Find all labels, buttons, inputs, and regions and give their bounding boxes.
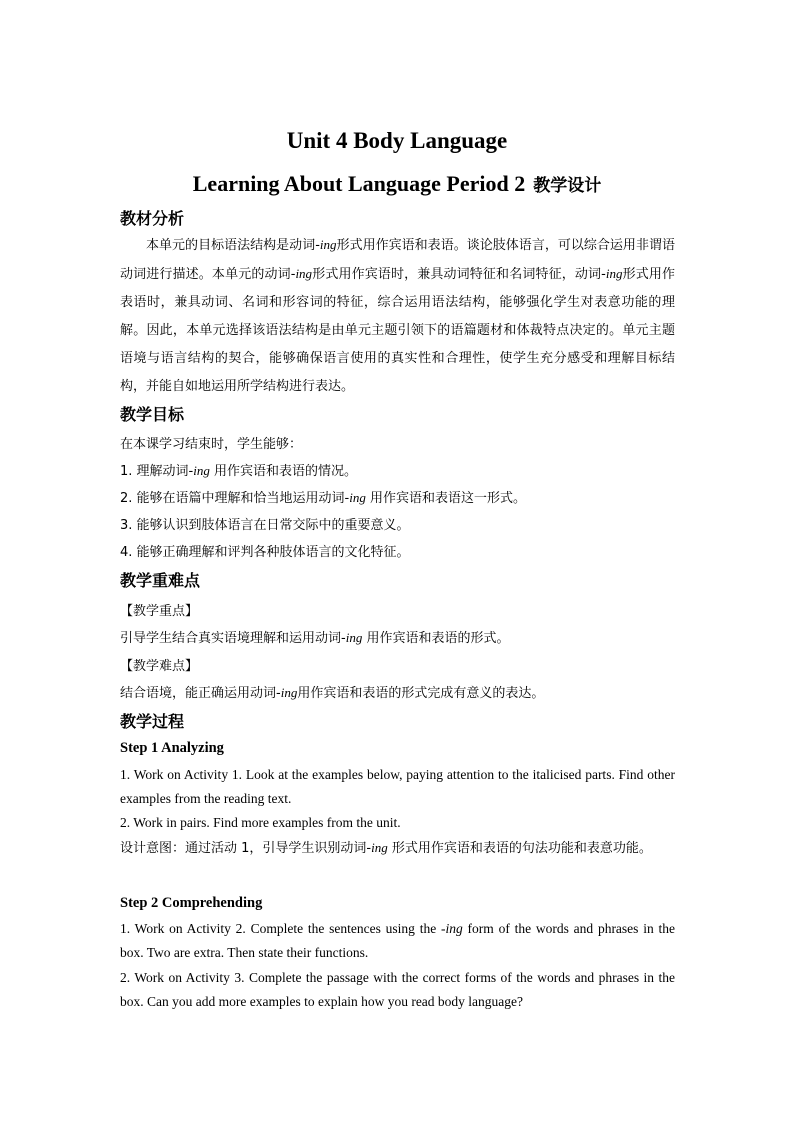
document-title: Unit 4 Body Language [286,128,508,153]
section-heading-process: 教学过程 [120,712,185,731]
italic-term: ing [445,921,463,936]
text-run: form of the words and phrases in the box. Two are extra. Then state their functions. [120,921,675,960]
step-1-heading: Step 1 Analyzing [120,740,224,756]
subtitle-english: Learning About Language Period 2 [192,171,526,196]
difficulty-label: 【教学难点】 [120,659,199,674]
text-run: 形式用作表语时，兼具动词、名词和形容词的特征，综合运用语法结构，能够强化学生对表意功能的理解。因此，本单元选择该语法结构是由单元主题引领下的语篇题材和体裁特点决定的。单元主题语境与语言结构的契合，能够确保语言使用的真实性和合理性，使学生充分感受和理解目标结构，并能自如地运用所学结构进行表达。 [120,267,675,394]
text-run: 用作宾语和表语的情况。 [209,464,357,479]
step-2-item-1 [120,917,675,965]
italic-term: ing [349,490,366,505]
objective-item-1 [120,460,357,479]
section-heading-objectives: 教学目标 [120,405,185,424]
italic-term: ing [280,685,298,700]
text-run: 用作宾语和表语的形式。 [362,631,510,646]
text-run: 形式用作宾语和表语的句法功能和表意功能。 [387,841,652,856]
objectives-intro: 在本课学习结束时，学生能够： [120,437,303,452]
objective-item-4: 4. 能够正确理解和评判各种肢体语言的文化特征。 [120,545,410,560]
text-run: 形式用作宾语和表语。谈论肢体语言，可以综合运用非谓语动词进行描述。本单元的动词- [120,238,675,282]
italic-term: ing [371,840,388,855]
objective-item-2 [120,487,526,506]
text-run: 本单元的目标语法结构是动词- [146,238,320,253]
text-run: 1. 理解动词- [120,464,194,479]
step-1-design-note [120,834,675,863]
step-1-item-1: 1. Work on Activity 1. Look at the examples below, paying attention to the italicised parts. Find other examples from the reading text. [120,767,675,806]
italic-term: ing [193,463,210,478]
text-run: 结合语境，能正确运用动词- [120,686,281,701]
text-run: 设计意图：通过活动 1，引导学生识别动词- [120,841,372,856]
italic-term: ing [605,266,623,281]
text-run: 用作宾语和表语的形式完成有意义的表达。 [297,686,545,701]
text-run: 用作宾语和表语这一形式。 [365,491,526,506]
section-heading-material-analysis: 教材分析 [120,209,185,228]
italic-term: ing [345,630,363,645]
text-run: 引导学生结合真实语境理解和运用动词- [120,631,346,646]
text-run: 形式用作宾语时，兼具动词特征和名词特征，动词- [312,267,606,282]
objective-item-3: 3. 能够认识到肢体语言在日常交际中的重要意义。 [120,518,410,533]
document-subtitle [0,171,794,197]
italic-term: ing [295,266,313,281]
text-run: 2. 能够在语篇中理解和恰当地运用动词- [120,491,350,506]
key-point-text [120,627,509,646]
subtitle-chinese: 教学设计 [533,176,602,196]
material-analysis-paragraph [120,231,675,401]
italic-term: ing [319,237,337,252]
step-2-item-2: 2. Work on Activity 3. Complete the passage with the correct forms of the words and phrases in the box. Can you add more examples to explain how you read body language? [120,970,675,1009]
difficulty-text [120,682,544,701]
text-run: 1. Work on Activity 2. Complete the sentences using the - [120,921,446,936]
section-heading-key-points: 教学重难点 [120,571,201,590]
step-2-heading: Step 2 Comprehending [120,895,263,911]
key-point-label: 【教学重点】 [120,604,199,619]
step-1-item-2: 2. Work in pairs. Find more examples from the unit. [120,815,401,830]
